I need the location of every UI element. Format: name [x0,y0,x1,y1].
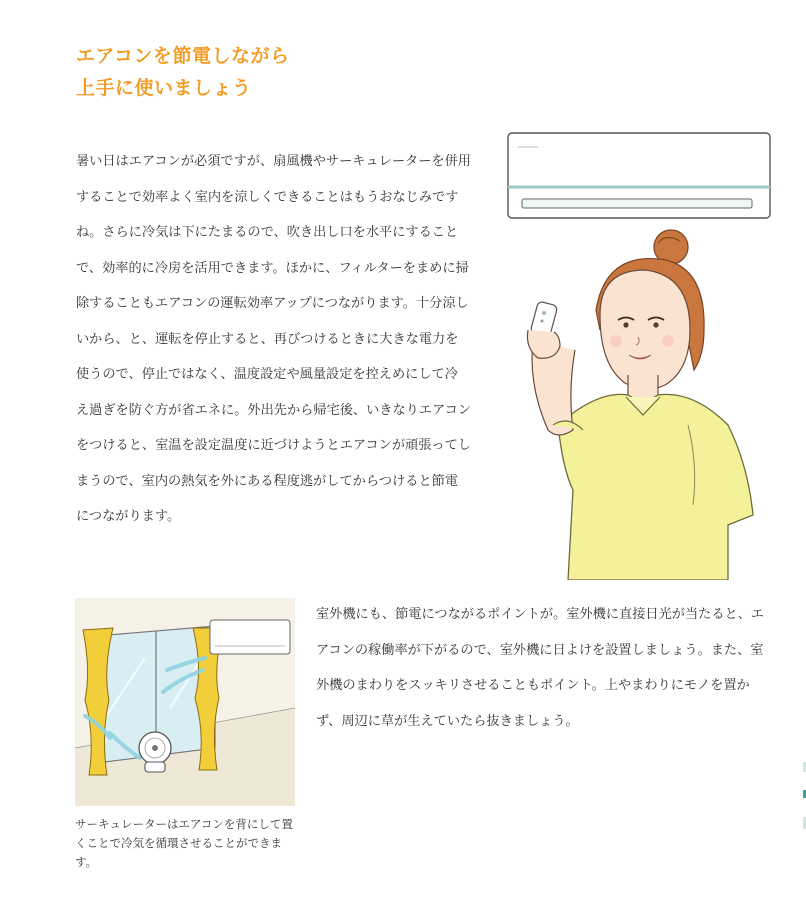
room-with-circulator-illustration [75,598,295,806]
intro-paragraph: 暑い日はエアコンが必須ですが、扇風機やサーキュレーターを併用することで効率よく室内を涼しくできることはもうおなじみですね。さらに冷気は下にたまるので、吹き出し口を水平にすることで、効率的に冷房を活用できます。ほかに、フィルターをまめに掃除することもエアコンの運転効率アップにつながります。十分涼しいから、と、運転を停止すると、再びつけるときに大きな電力を使うので、停止ではなく、温度設定や風量設定を控えめにして冷え過ぎを防ぐ方が省エネに。外出先から帰宅後、いきなりエアコンをつけると、室温を設定温度に近づけようとエアコンが頑張ってしまうので、室内の熱気を外にある程度逃がしてからつけると節電につながります。 [76,154,471,524]
air-conditioner-icon [508,133,770,218]
woman-with-remote-illustration [498,125,780,580]
article-heading [76,40,290,104]
face [600,270,690,390]
heading-line-2: 上手に使いましょう [76,77,252,99]
air-conditioner-icon [210,620,290,654]
figure-caption: サーキュレーターはエアコンを背にして置くことで冷気を循環させることができます。 [75,817,293,869]
outdoor-unit-paragraph: 室外機にも、節電につながるポイントが。室外機に直接日光が当たると、エアコンの稼働率が下がるので、室外機に日よけを設置しましょう。また、室外機のまわりをスッキリさせることもポイント。上やまわりにモノを置かず、周辺に草が生えていたら抜きましょう。 [316,607,765,729]
heading-line-1: エアコンを節電しながら [76,45,290,67]
circulator-fan-figure [75,598,295,806]
edge-decoration [800,762,806,842]
